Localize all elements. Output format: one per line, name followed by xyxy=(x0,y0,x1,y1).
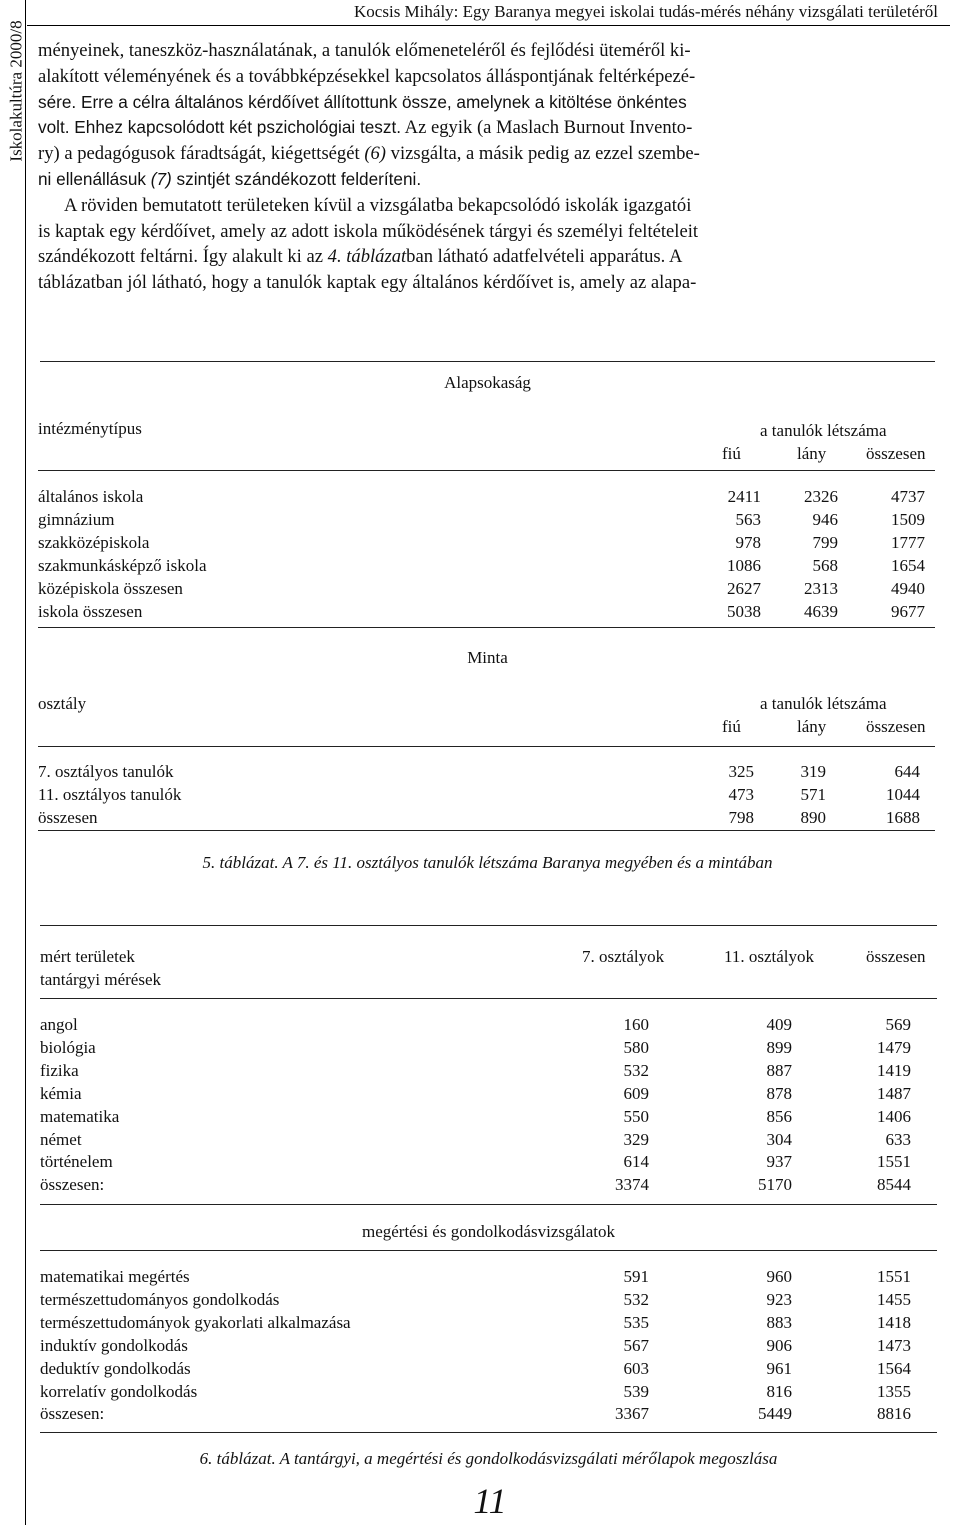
table5-top-rule xyxy=(40,361,935,362)
table-row-label: iskola összesen xyxy=(38,602,143,621)
header-rule xyxy=(27,25,950,26)
body-line: szintjét szándékozott felderíteni. xyxy=(171,168,422,189)
table-cell: 603 xyxy=(623,1358,649,1378)
table-row-label: biológia xyxy=(40,1037,96,1057)
table-cell: 319 xyxy=(800,762,826,781)
table-cell: 409 xyxy=(766,1015,792,1034)
citation-ref: (7) xyxy=(150,168,172,189)
table6-mid-rule xyxy=(40,1204,937,1205)
table-row-label: 11. osztályos tanulók xyxy=(38,785,182,804)
body-line: A röviden bemutatott területeken kívül a vizsgálatba bekapcsolódó iskolák igazgatói xyxy=(64,194,692,216)
body-line: is kaptak egy kérdőívet, amely az adott iskola működésének tárgyi és személyi feltételeit xyxy=(38,220,699,242)
col-header-girls: lány xyxy=(797,717,827,736)
body-line: sére. Erre a célra általános kérdőívet állítottunk össze, amelynek a kitöltése önkéntes xyxy=(38,91,687,112)
table-cell: 532 xyxy=(623,1289,649,1309)
table5-header-rule xyxy=(38,746,935,747)
table-cell: 160 xyxy=(623,1015,649,1034)
table-cell: 887 xyxy=(766,1060,792,1080)
table-cell: 4737 xyxy=(891,487,925,506)
body-line: ményeinek, taneszköz-használatának, a tanulók előmeneteléről és fejlődési üteméről ki- xyxy=(38,40,691,61)
col-header-boys: fiú xyxy=(722,444,741,463)
table-cell: 614 xyxy=(623,1152,649,1172)
table-cell: 798 xyxy=(728,808,754,827)
table-row-label: összesen xyxy=(38,808,98,827)
table-cell: 960 xyxy=(766,1267,792,1286)
table-cell: 961 xyxy=(766,1358,792,1378)
table5-header-left: osztály xyxy=(38,694,87,713)
table-row-label: 7. osztályos tanulók xyxy=(38,762,174,781)
table6-top-rule xyxy=(40,925,937,926)
table-cell: 325 xyxy=(728,762,754,781)
body-line: ban látható adatfelvételi apparátus. A xyxy=(406,246,683,268)
table5-header-left: intézménytípus xyxy=(38,419,142,438)
table-cell: 8544 xyxy=(877,1175,911,1195)
body-line: volt. Ehhez kapcsolódott két pszichológiai teszt. xyxy=(38,117,402,138)
table-row-label: természettudományok gyakorlati alkalmazása xyxy=(40,1312,351,1332)
table-cell: 304 xyxy=(766,1129,792,1149)
table-cell: 883 xyxy=(766,1312,792,1332)
body-line: ry) a pedagógusok fáradtságát, kiégettségét xyxy=(38,143,365,165)
table-row-label: fizika xyxy=(40,1060,79,1080)
table6-header-left: mért területek xyxy=(40,947,135,966)
table-cell: 1473 xyxy=(877,1335,911,1355)
table-row-label: szakmunkásképző iskola xyxy=(38,556,207,575)
table5-header-right: a tanulók létszáma xyxy=(760,694,887,713)
table-cell: 4940 xyxy=(891,579,925,598)
table-row-label: matematika xyxy=(40,1106,120,1126)
table-cell: 3367 xyxy=(615,1404,649,1424)
running-header: Kocsis Mihály: Egy Baranya megyei iskolai tudás-mérés néhány vizsgálati területéről xyxy=(354,2,938,21)
table-cell: 937 xyxy=(766,1152,792,1172)
table-cell: 535 xyxy=(623,1312,649,1332)
table-row-label: matematikai megértés xyxy=(40,1267,190,1286)
table6-bottom-rule xyxy=(40,1432,937,1433)
body-line: szándékozott feltárni. Így alakult ki az xyxy=(38,246,328,268)
table-cell: 1355 xyxy=(877,1381,911,1401)
table-cell: 568 xyxy=(812,556,838,575)
table-cell: 2627 xyxy=(727,579,761,598)
side-journal-label: Iskolakultúra 2000/8 xyxy=(6,20,26,162)
table5-section1-rule xyxy=(38,627,935,628)
table-cell: 906 xyxy=(766,1335,792,1355)
table-cell: 3374 xyxy=(615,1175,649,1195)
table-cell: 5170 xyxy=(758,1175,792,1195)
table-row-label: német xyxy=(40,1129,82,1149)
col-header-total: összesen xyxy=(866,947,926,966)
table-row-label: összesen: xyxy=(40,1175,105,1195)
table-cell: 1551 xyxy=(877,1152,911,1172)
table-cell: 5038 xyxy=(727,602,761,621)
table5-header-right: a tanulók létszáma xyxy=(760,421,887,440)
table-cell: 550 xyxy=(623,1106,649,1126)
body-line: táblázatban jól látható, hogy a tanulók kaptak egy általános kérdőívet is, amely az alapa- xyxy=(38,272,697,294)
table-cell: 2313 xyxy=(804,579,838,598)
table-cell: 644 xyxy=(894,762,920,781)
table-cell: 1455 xyxy=(877,1289,911,1309)
body-line: ni ellenállásuk xyxy=(38,168,151,189)
table-row-label: természettudományos gondolkodás xyxy=(40,1289,280,1309)
table-row-label: kémia xyxy=(40,1083,82,1103)
table5-section-title: Minta xyxy=(467,648,508,667)
table-cell: 1487 xyxy=(877,1083,911,1103)
table-row-label: történelem xyxy=(40,1152,113,1172)
table-cell: 329 xyxy=(623,1129,649,1149)
table-cell: 878 xyxy=(766,1083,792,1103)
table-cell: 1509 xyxy=(891,510,925,529)
table-cell: 899 xyxy=(766,1037,792,1057)
table-cell: 946 xyxy=(812,510,838,529)
table6-mid-rule xyxy=(40,1250,937,1251)
body-line: Az egyik (a Maslach Burnout Invento- xyxy=(401,117,693,139)
table5-caption: 5. táblázat. A 7. és 11. osztályos tanulók létszáma Baranya megyében és a mintában xyxy=(202,853,773,872)
table-cell: 1086 xyxy=(727,556,761,575)
table-row-label: szakközépiskola xyxy=(38,533,150,552)
table-cell: 816 xyxy=(766,1381,792,1401)
body-text xyxy=(38,38,938,296)
table-row-label: korrelatív gondolkodás xyxy=(40,1381,198,1401)
table-cell: 569 xyxy=(885,1015,911,1034)
table-row-label: angol xyxy=(40,1015,78,1034)
col-header-total: összesen xyxy=(866,444,926,463)
table-row-label: középiskola összesen xyxy=(38,579,183,598)
table-cell: 4639 xyxy=(804,602,838,621)
body-line: alakított véleményének és a továbbképzésekkel kapcsolatos álláspontjának feltérképezé- xyxy=(38,65,696,87)
table-cell: 571 xyxy=(800,785,826,804)
table-cell: 539 xyxy=(623,1381,649,1401)
table-cell: 9677 xyxy=(891,602,925,621)
table-cell: 1654 xyxy=(891,556,925,575)
col-header-boys: fiú xyxy=(722,717,741,736)
table-cell: 1551 xyxy=(877,1267,911,1286)
table-cell: 580 xyxy=(623,1037,649,1057)
table-cell: 890 xyxy=(800,808,826,827)
table-cell: 923 xyxy=(766,1289,792,1309)
table-cell: 5449 xyxy=(758,1404,792,1424)
table-cell: 563 xyxy=(735,510,761,529)
table5-bottom-rule xyxy=(38,830,935,831)
table-cell: 1406 xyxy=(877,1106,911,1126)
table5-header-rule xyxy=(38,470,935,471)
citation-ref: (6) xyxy=(364,143,386,165)
table-row-label: általános iskola xyxy=(38,487,144,506)
table-row-label: deduktív gondolkodás xyxy=(40,1358,191,1378)
table-cell: 8816 xyxy=(877,1404,911,1424)
table6-caption: 6. táblázat. A tantárgyi, a megértési és gondolkodásvizsgálati mérőlapok megoszlása xyxy=(199,1449,778,1468)
table-cell: 532 xyxy=(623,1060,649,1080)
table-cell: 1777 xyxy=(891,533,925,552)
table-ref: 4. táblázat xyxy=(327,246,407,268)
table-cell: 978 xyxy=(735,533,761,552)
table-row-label: gimnázium xyxy=(38,510,115,529)
table-cell: 1418 xyxy=(877,1312,911,1332)
body-line: vizsgálta, a másik pedig az ezzel szembe- xyxy=(386,143,700,165)
table-cell: 799 xyxy=(812,533,838,552)
col-header-grade11: 11. osztályok xyxy=(724,947,815,966)
table-cell: 2326 xyxy=(804,487,838,506)
table-cell: 1688 xyxy=(886,808,920,827)
table-cell: 1564 xyxy=(877,1358,911,1378)
table-row-label: összesen: xyxy=(40,1404,105,1424)
table-cell: 591 xyxy=(623,1267,649,1286)
table6-header-left: tantárgyi mérések xyxy=(40,970,162,989)
table-cell: 1044 xyxy=(886,785,920,804)
col-header-total: összesen xyxy=(866,717,926,736)
table6-subheading: megértési és gondolkodásvizsgálatok xyxy=(361,1222,616,1241)
table-cell: 633 xyxy=(885,1129,911,1149)
page-number: 11 xyxy=(473,1481,507,1521)
table-cell: 567 xyxy=(623,1335,649,1355)
table5-section-title: Alapsokaság xyxy=(444,373,531,392)
margin-rule xyxy=(25,0,26,1525)
table-cell: 856 xyxy=(766,1106,792,1126)
table-cell: 473 xyxy=(728,785,754,804)
table-cell: 1419 xyxy=(877,1060,911,1080)
col-header-girls: lány xyxy=(797,444,827,463)
table-cell: 2411 xyxy=(727,487,761,506)
table-cell: 609 xyxy=(623,1083,649,1103)
table6-header-rule xyxy=(40,998,937,999)
table-row-label: induktív gondolkodás xyxy=(40,1335,188,1355)
table-cell: 1479 xyxy=(877,1037,911,1057)
col-header-grade7: 7. osztályok xyxy=(582,947,665,966)
